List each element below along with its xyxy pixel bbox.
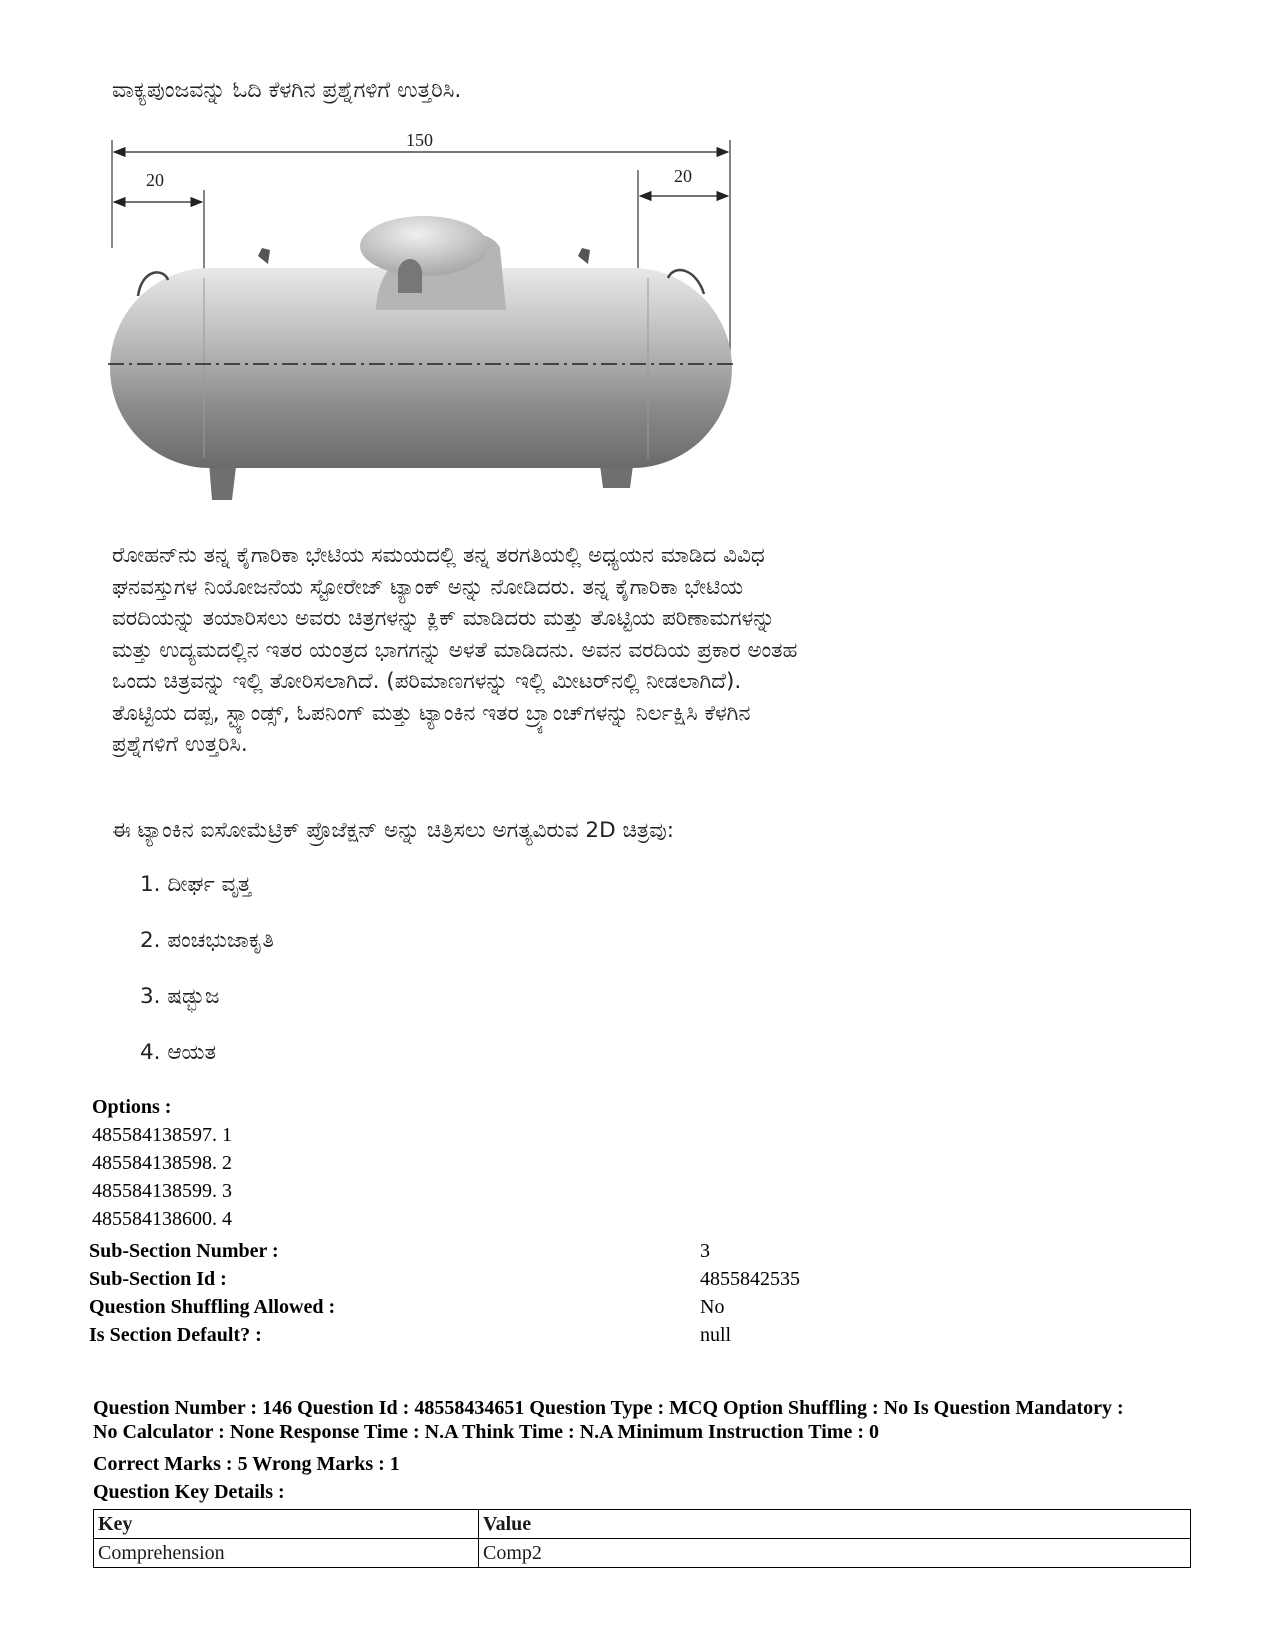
passage-line: ವರದಿಯನ್ನು ತಯಾರಿಸಲು ಅವರು ಚಿತ್ರಗಳನ್ನು ಕ್ಲಿಕ್ ಮಾಡಿದರು ಮತ್ತು ತೊಟ್ಟಿಯ ಪರಿಣಾಮಗಳನ್ನು	[112, 606, 775, 631]
option-item: 485584138600. 4	[92, 1208, 232, 1230]
passage-line: ಪ್ರಶ್ನೆಗಳಿಗೆ ಉತ್ತರಿಸಿ.	[112, 732, 248, 757]
meta-key-subsection-id: Sub-Section Id :	[89, 1268, 227, 1290]
table-header-row	[94, 1510, 1191, 1539]
passage-line: ಮತ್ತು ಉದ್ಯಮದಲ್ಲಿನ ಇತರ ಯಂತ್ರದ ಭಾಗಗನ್ನು ಅಳತೆ ಮಾಡಿದನು. ಅವನ ವರದಿಯ ಪ್ರಕಾರ ಅಂತಹ	[112, 637, 798, 663]
passage-line: ರೋಹನ್‌ನು ತನ್ನ ಕೈಗಾರಿಕಾ ಭೇಟಿಯ ಸಮಯದಲ್ಲಿ ತನ್ನ ತರಗತಿಯಲ್ಲಿ ಅಧ್ಯಯನ ಮಾಡಿದ ವಿವಿಧ	[112, 543, 765, 568]
meta-key-subsection-number: Sub-Section Number :	[89, 1240, 279, 1262]
key-details-table	[93, 1509, 1191, 1568]
marks-line: Correct Marks : 5 Wrong Marks : 1	[93, 1453, 400, 1475]
table-cell: Comprehension	[94, 1539, 479, 1568]
option-item: 485584138599. 3	[92, 1180, 232, 1202]
passage-line: ತೊಟ್ಟಿಯ ದಪ್ಪ, ಸ್ಟ್ಯಾಂಡ್ಸ್, ಓಪನಿಂಗ್ ಮತ್ತು ಟ್ಯಾಂಕಿನ ಇತರ ಬ್ರ್ಯಾಂಚ್‌ಗಳನ್ನು ನಿರ್ಲಕ್ಷಿಸಿ ಕೆಳಗಿನ	[112, 700, 751, 726]
dim-total-label: 150	[406, 130, 433, 150]
table-row	[94, 1539, 1191, 1568]
meta-value-subsection-number: 3	[700, 1240, 710, 1262]
meta-value-section-default: null	[700, 1324, 732, 1346]
table-header-key: Key	[94, 1510, 479, 1539]
choice-item: 4. ಆಯತ	[140, 1040, 216, 1065]
table-cell: Comp2	[479, 1539, 1191, 1568]
passage	[112, 540, 1182, 761]
passage-line: ಘನವಸ್ತುಗಳ ನಿಯೋಜನೆಯ ಸ್ಟೋರೇಜ್ ಟ್ಯಾಂಕ್ ಅನ್ನು ನೋಡಿದರು. ತನ್ನ ಕೈಗಾರಿಕಾ ಭೇಟಿಯ	[112, 574, 744, 600]
choice-item: 2. ಪಂಚಭುಜಾಕೃತಿ	[140, 928, 274, 953]
choice-item: 1. ದೀರ್ಘ ವೃತ್ತ	[140, 872, 252, 897]
key-details-title: Question Key Details :	[93, 1481, 285, 1503]
options-title: Options :	[92, 1096, 172, 1118]
tank-drawing	[108, 128, 768, 538]
meta-value-subsection-id: 4855842535	[700, 1268, 800, 1290]
dim-left-label: 20	[146, 170, 164, 190]
option-item: 485584138597. 1	[92, 1124, 232, 1146]
passage-line: ಒಂದು ಚಿತ್ರವನ್ನು ಇಲ್ಲಿ ತೋರಿಸಲಾಗಿದೆ. (ಪರಿಮಾಣಗಳನ್ನು ಇಲ್ಲಿ ಮೀಟರ್‌ನಲ್ಲಿ ನೀಡಲಾಗಿದೆ).	[112, 669, 742, 694]
meta-value-shuffling: No	[700, 1296, 725, 1318]
dim-right-label: 20	[674, 166, 692, 186]
choice-item: 3. ಷಡ್ಭುಜ	[140, 984, 220, 1009]
table-header-value: Value	[479, 1510, 1191, 1539]
tank-figure	[108, 128, 768, 538]
question-header-line: Question Number : 146 Question Id : 48558434651 Question Type : MCQ Option Shuffling : No Is Question Mandatory :	[93, 1397, 1124, 1419]
question-header	[93, 1396, 1213, 1444]
option-item: 485584138598. 2	[92, 1152, 232, 1174]
meta-key-section-default: Is Section Default? :	[89, 1324, 262, 1346]
instruction-text: ವಾಕ್ಯಪುಂಜವನ್ನು ಓದಿ ಕೆಳಗಿನ ಪ್ರಶ್ನೆಗಳಿಗೆ ಉತ್ತರಿಸಿ.	[112, 78, 462, 103]
question-text: ಈ ಟ್ಯಾಂಕಿನ ಐಸೋಮೆಟ್ರಿಕ್ ಪ್ರೊಜೆಕ್ಷನ್ ಅನ್ನು ಚಿತ್ರಿಸಲು ಅಗತ್ಯವಿರುವ 2D ಚಿತ್ರವು:	[112, 818, 674, 843]
question-header-line: No Calculator : None Response Time : N.A Think Time : N.A Minimum Instruction Time : 0	[93, 1421, 879, 1443]
meta-key-shuffling: Question Shuffling Allowed :	[89, 1296, 336, 1318]
